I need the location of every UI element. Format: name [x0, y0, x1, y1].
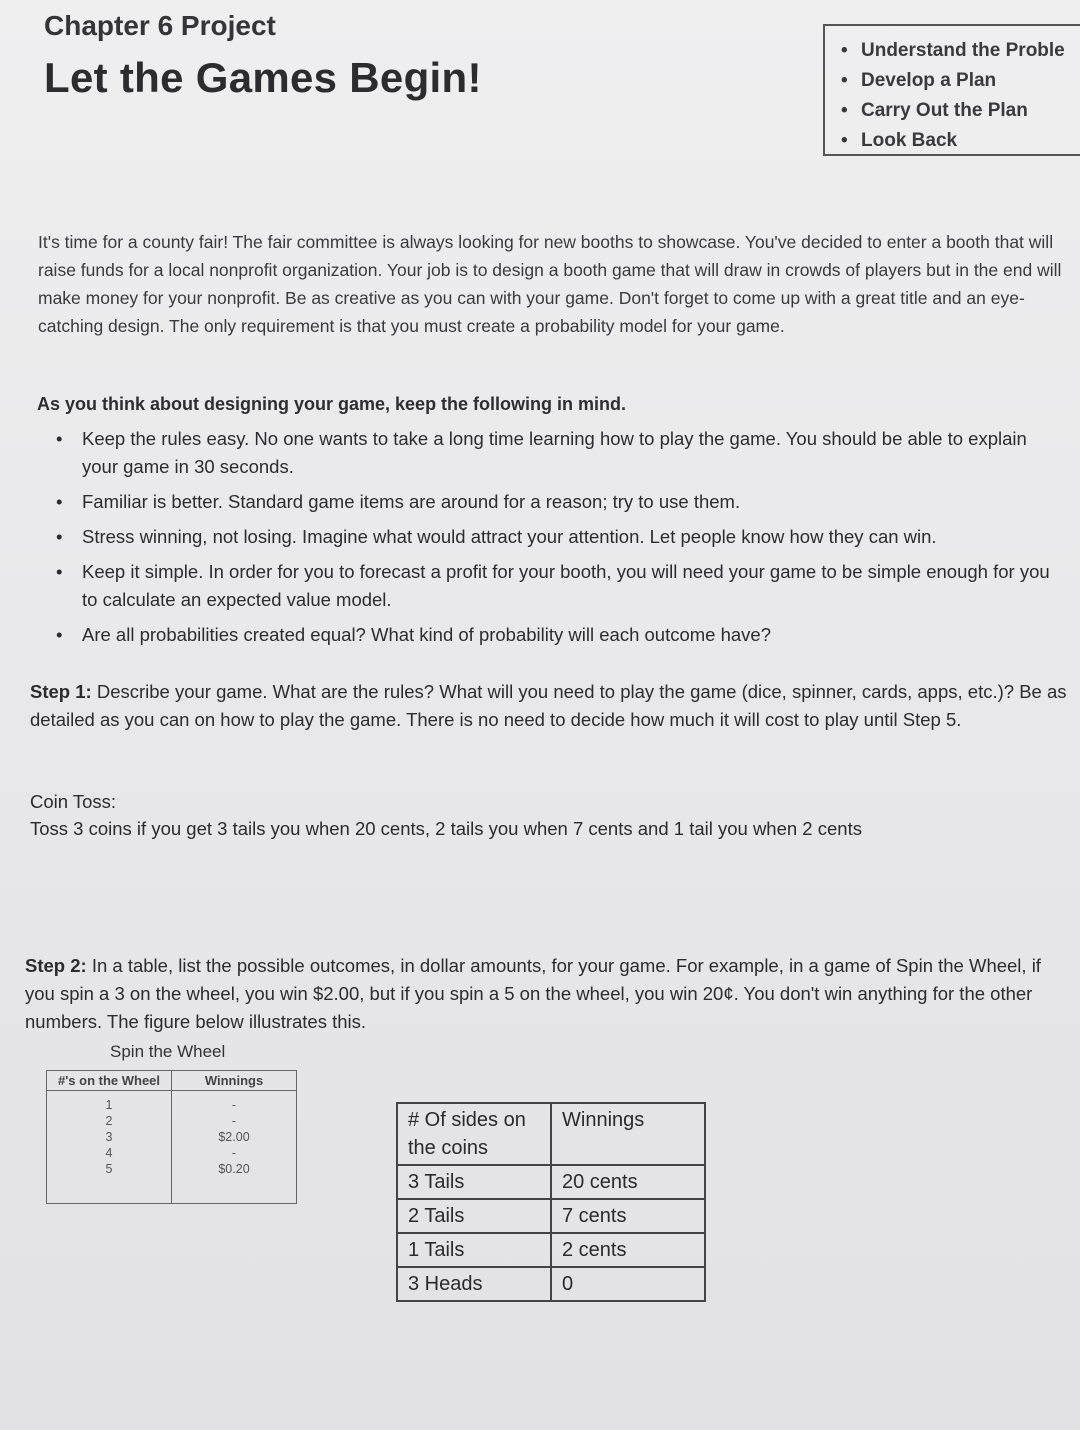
wheel-number: 3 — [105, 1130, 113, 1144]
step1-label: Step 1: — [30, 681, 92, 702]
guidelines-heading: As you think about designing your game, keep the following in mind. — [37, 394, 627, 414]
answer-title: Coin Toss: — [30, 791, 117, 812]
bullet-icon: • — [841, 70, 848, 91]
problem-solving-steps-list — [841, 36, 1080, 156]
table-cell: 3 Tails — [397, 1165, 551, 1199]
table-row — [397, 1165, 705, 1199]
guideline-item — [52, 558, 1052, 614]
step2-text: In a table, list the possible outcomes, in dollar amounts, for your game. For example, in a game of Spin the Wheel, if you spin a 3 on the wheel, you win $2.00, but if you spin a 5 on the wheel, you win 20¢. You don't win anything for the other numbers. The figure below illustrates this. — [25, 955, 1041, 1032]
guideline-text: Familiar is better. Standard game items are around for a reason; try to use them. — [82, 491, 741, 512]
table-cell: 0 — [551, 1267, 705, 1301]
step1-text: Describe your game. What are the rules? What will you need to play the game (dice, spinner, cards, apps, etc.)? Be as detailed as you can on how to play the game. There is no need to decide how much it will cost to play until Step 5. — [30, 681, 1067, 730]
wheel-winning: - — [231, 1098, 237, 1112]
problem-solving-steps-box — [823, 24, 1080, 156]
bullet-icon: • — [56, 491, 63, 512]
step2-label: Step 2: — [25, 955, 87, 976]
problem-step-item — [841, 66, 1080, 96]
problem-step-item — [841, 126, 1080, 156]
table-row — [397, 1199, 705, 1233]
wheel-winnings-column — [172, 1097, 296, 1177]
guideline-text: Are all probabilities created equal? What kind of probability will each outcome have? — [82, 624, 771, 645]
coin-outcomes-table — [396, 1102, 706, 1302]
table-header-row — [47, 1071, 297, 1091]
problem-step-item — [841, 36, 1080, 66]
table-row — [47, 1091, 297, 1204]
problem-step-label: Look Back — [861, 130, 958, 151]
wheel-number: 5 — [105, 1162, 113, 1176]
problem-step-label: Develop a Plan — [861, 70, 997, 91]
table-cell: 3 Heads — [397, 1267, 551, 1301]
problem-step-item — [841, 96, 1080, 126]
wheel-numbers-column — [47, 1097, 171, 1177]
bullet-icon: • — [56, 428, 63, 449]
guideline-text: Stress winning, not losing. Imagine what would attract your attention. Let people know how they can win. — [82, 526, 937, 547]
wheel-winning: $2.00 — [218, 1130, 250, 1144]
answer-text: Toss 3 coins if you get 3 tails you when 20 cents, 2 tails you when 7 cents and 1 tail you when 2 cents — [30, 818, 862, 839]
guideline-item — [52, 488, 1052, 516]
guideline-item — [52, 523, 1052, 551]
wheel-number: 4 — [105, 1146, 113, 1160]
wheel-winning: $0.20 — [218, 1162, 250, 1176]
guideline-text: Keep it simple. In order for you to forecast a profit for your booth, you will need your game to be simple enough for you to calculate an expected value model. — [82, 561, 1050, 610]
wheel-example-table — [46, 1070, 297, 1204]
problem-step-label: Understand the Proble — [861, 40, 1065, 61]
intro-paragraph: It's time for a county fair! The fair committee is always looking for new booths to showcase. You've decided to enter a booth that will raise funds for a local nonprofit organization. Your job is to design a booth game that will draw in crowds of players but in the end will make money for your nonprofit. Be as creative as you can with your game. Don't forget to come up with a great title and an eye-catching design. The only requirement is that you must create a probability model for your game. — [38, 232, 1062, 336]
bullet-icon: • — [56, 561, 63, 582]
table-header-cell: Winnings — [551, 1103, 705, 1165]
guideline-text: Keep the rules easy. No one wants to take a long time learning how to play the game. You should be able to explain your game in 30 seconds. — [82, 428, 1027, 477]
table-cell — [172, 1091, 297, 1204]
bullet-icon: • — [841, 100, 848, 121]
table-header-row — [397, 1103, 705, 1165]
step1-answer — [30, 788, 1070, 842]
page-title: Let the Games Begin! — [44, 54, 482, 101]
bullet-icon: • — [841, 40, 848, 61]
table-cell: 1 Tails — [397, 1233, 551, 1267]
table-cell: 2 cents — [551, 1233, 705, 1267]
problem-step-label: Carry Out the Plan — [861, 100, 1028, 121]
table-header-cell: # Of sides on the coins — [397, 1103, 551, 1165]
step2-prompt — [25, 952, 1075, 1036]
bullet-icon: • — [56, 526, 63, 547]
table-row — [397, 1233, 705, 1267]
bullet-icon: • — [841, 130, 848, 151]
table-header-cell: #'s on the Wheel — [47, 1071, 172, 1091]
chapter-label: Chapter 6 Project — [44, 10, 276, 41]
step1-prompt — [30, 678, 1070, 734]
table-cell: 20 cents — [551, 1165, 705, 1199]
wheel-number: 1 — [105, 1098, 113, 1112]
table-row — [397, 1267, 705, 1301]
table-cell: 7 cents — [551, 1199, 705, 1233]
guideline-item — [52, 425, 1052, 481]
guidelines-list — [52, 425, 1052, 656]
table-cell — [47, 1091, 172, 1204]
wheel-number: 2 — [105, 1114, 113, 1128]
wheel-example-caption: Spin the Wheel — [110, 1042, 226, 1061]
bullet-icon: • — [56, 624, 63, 645]
table-cell: 2 Tails — [397, 1199, 551, 1233]
wheel-winning: - — [231, 1114, 237, 1128]
table-header-cell: Winnings — [172, 1071, 297, 1091]
wheel-winning: - — [231, 1146, 237, 1160]
guideline-item — [52, 621, 1052, 649]
